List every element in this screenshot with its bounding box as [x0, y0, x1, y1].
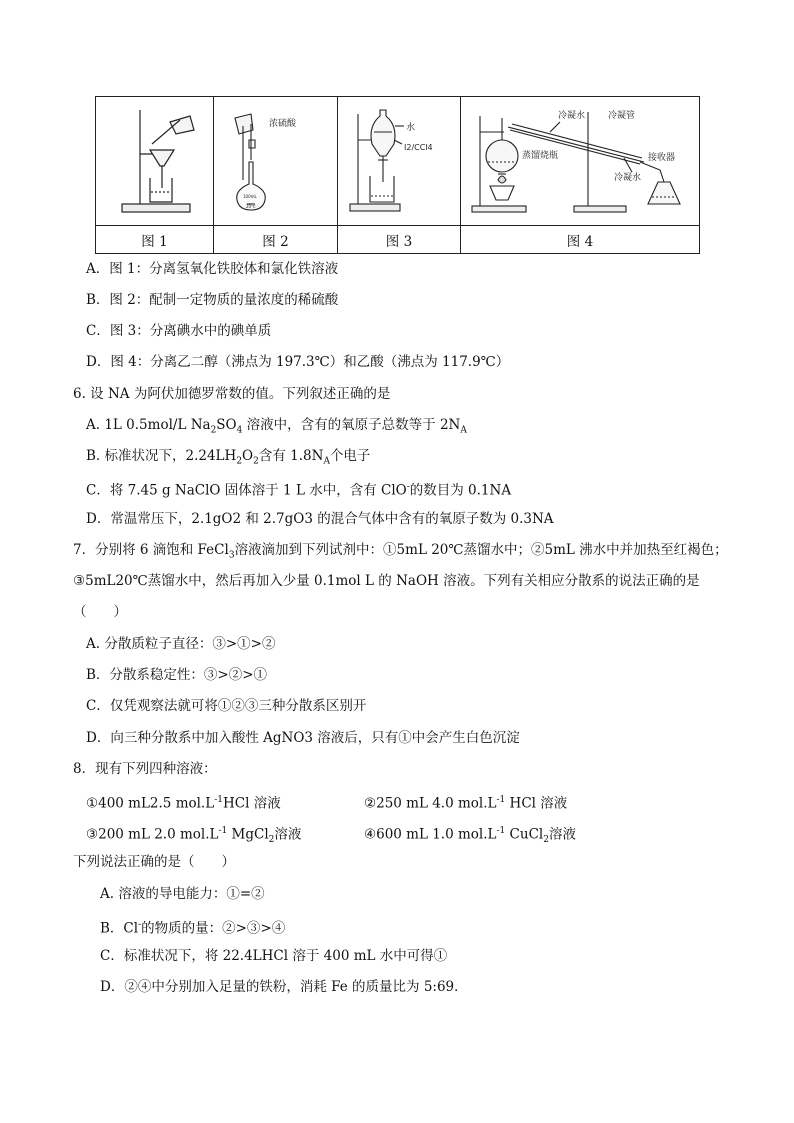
fig4-condenser-label: 冷凝管	[608, 111, 636, 121]
fig3-i2-ccl4-label: I2/CCl4	[404, 143, 433, 152]
figure-1-cell	[96, 97, 214, 226]
fig2-acid-label: 浓硫酸	[268, 119, 296, 129]
figure-2-cell	[214, 97, 338, 226]
q8-solution-3: ③200 mL 2.0 $mol.L^{-1}$ MgCl$_2$溶液	[86, 826, 302, 846]
filtration-apparatus-figure	[100, 100, 210, 222]
q8-option-c: C．标准状况下，将 22.4LHCl 溶于 400 mL 水中可得①	[100, 948, 448, 964]
q5-option-a: A．图 1：分离氢氧化铁胶体和氯化铁溶液	[86, 261, 339, 277]
q8-question: 下列说法正确的是（ ）	[73, 854, 235, 870]
q8-option-b: B．Cl-的物质的量：②>③>④	[100, 920, 286, 937]
fig4-cold-water-label-2: 冷凝水	[614, 173, 642, 183]
q7-option-b: B．分散系稳定性：③>②>①	[86, 667, 268, 683]
figure-1-caption: 图 1	[96, 226, 214, 254]
q8-option-d: D．②④中分别加入足量的铁粉，消耗 Fe 的质量比为 5:69．	[100, 979, 468, 995]
q7-option-c: C．仅凭观察法就可将①②③三种分散系区别开	[86, 698, 367, 714]
q8-option-a: A. 溶液的导电能力：①=②	[100, 886, 265, 902]
figure-2-caption: 图 2	[214, 226, 338, 254]
q7-option-d: D．向三种分散系中加入酸性 AgNO3 溶液后，只有①中会产生白色沉淀	[86, 730, 520, 746]
q6-option-d: D．常温常压下，2.1gO2 和 2.7gO3 的混合气体中含有的氧原子数为 0.3NA	[86, 511, 554, 527]
q6-option-c: C．将 7.45 g NaClO 固体溶于 1 L 水中，含有 ClO-的数目为 0.1NA	[86, 482, 512, 499]
q5-option-b: B．图 2：配制一定物质的量浓度的稀硫酸	[86, 292, 339, 308]
q8-solution-2: ②250 mL 4.0 $mol.L^{-1}$ HCl 溶液	[364, 795, 568, 812]
q5-option-d: D．图 4：分离乙二醇（沸点为 197.3℃）和乙酸（沸点为 117.9℃）	[86, 354, 510, 370]
fig2-flask-temp: 20℃	[245, 204, 256, 209]
volumetric-flask-figure	[217, 100, 335, 222]
q8-solution-4: ④600 mL 1.0 $mol.L^{-1}$ CuCl$_2$溶液	[364, 826, 576, 846]
q7-stem-line-3: （ ）	[73, 604, 127, 620]
figure-4-cell	[461, 97, 700, 226]
fig2-flask-volume: 100mL	[242, 194, 257, 199]
q8-stem: 8．现有下列四种溶液：	[73, 761, 217, 777]
q7-option-a: A. 分散质粒子直径：③>①>②	[86, 636, 276, 652]
figure-3-cell	[338, 97, 461, 226]
q7-stem-line-2: ③5mL20℃蒸馏水中，然后再加入少量 0.1mol L 的 NaOH 溶液。下列有关相应分散系的说法正确的是	[73, 573, 700, 589]
fig4-cold-water-label-1: 冷凝水	[558, 111, 586, 121]
q6-option-a: A. 1L 0.5mol/L $Na_2SO_4$ 溶液中，含有的氧原子总数等于 $2N_A$	[86, 417, 467, 436]
q6-option-b: B. 标准状况下，$2.24LH_2O_2$含有 $1.8N_A$个电子	[86, 448, 371, 467]
q6-stem: 6. 设 NA 为阿伏加德罗常数的值。下列叙述正确的是	[73, 386, 391, 402]
fig4-receiver-label: 接收器	[648, 153, 676, 163]
separatory-funnel-figure	[340, 100, 458, 222]
q8-solution-1: ①400 mL2.5 $mol.L^{-1}HCl$ 溶液	[86, 795, 281, 812]
fig4-distill-flask-label: 蒸馏烧瓶	[522, 151, 559, 161]
figure-4-caption: 图 4	[461, 226, 700, 254]
q7-stem-line-1: 7．分别将 6 滴饱和 FeCl$_3$溶液滴加到下列试剂中：①5mL 20℃蒸馏水中；②5mL 沸水中并加热至红褐色；	[73, 542, 728, 561]
figure-table	[95, 96, 700, 254]
distillation-apparatus-figure	[464, 100, 696, 222]
fig3-water-label: 水	[406, 123, 416, 133]
figure-3-caption: 图 3	[338, 226, 461, 254]
q5-option-c: C．图 3：分离碘水中的碘单质	[86, 323, 272, 339]
